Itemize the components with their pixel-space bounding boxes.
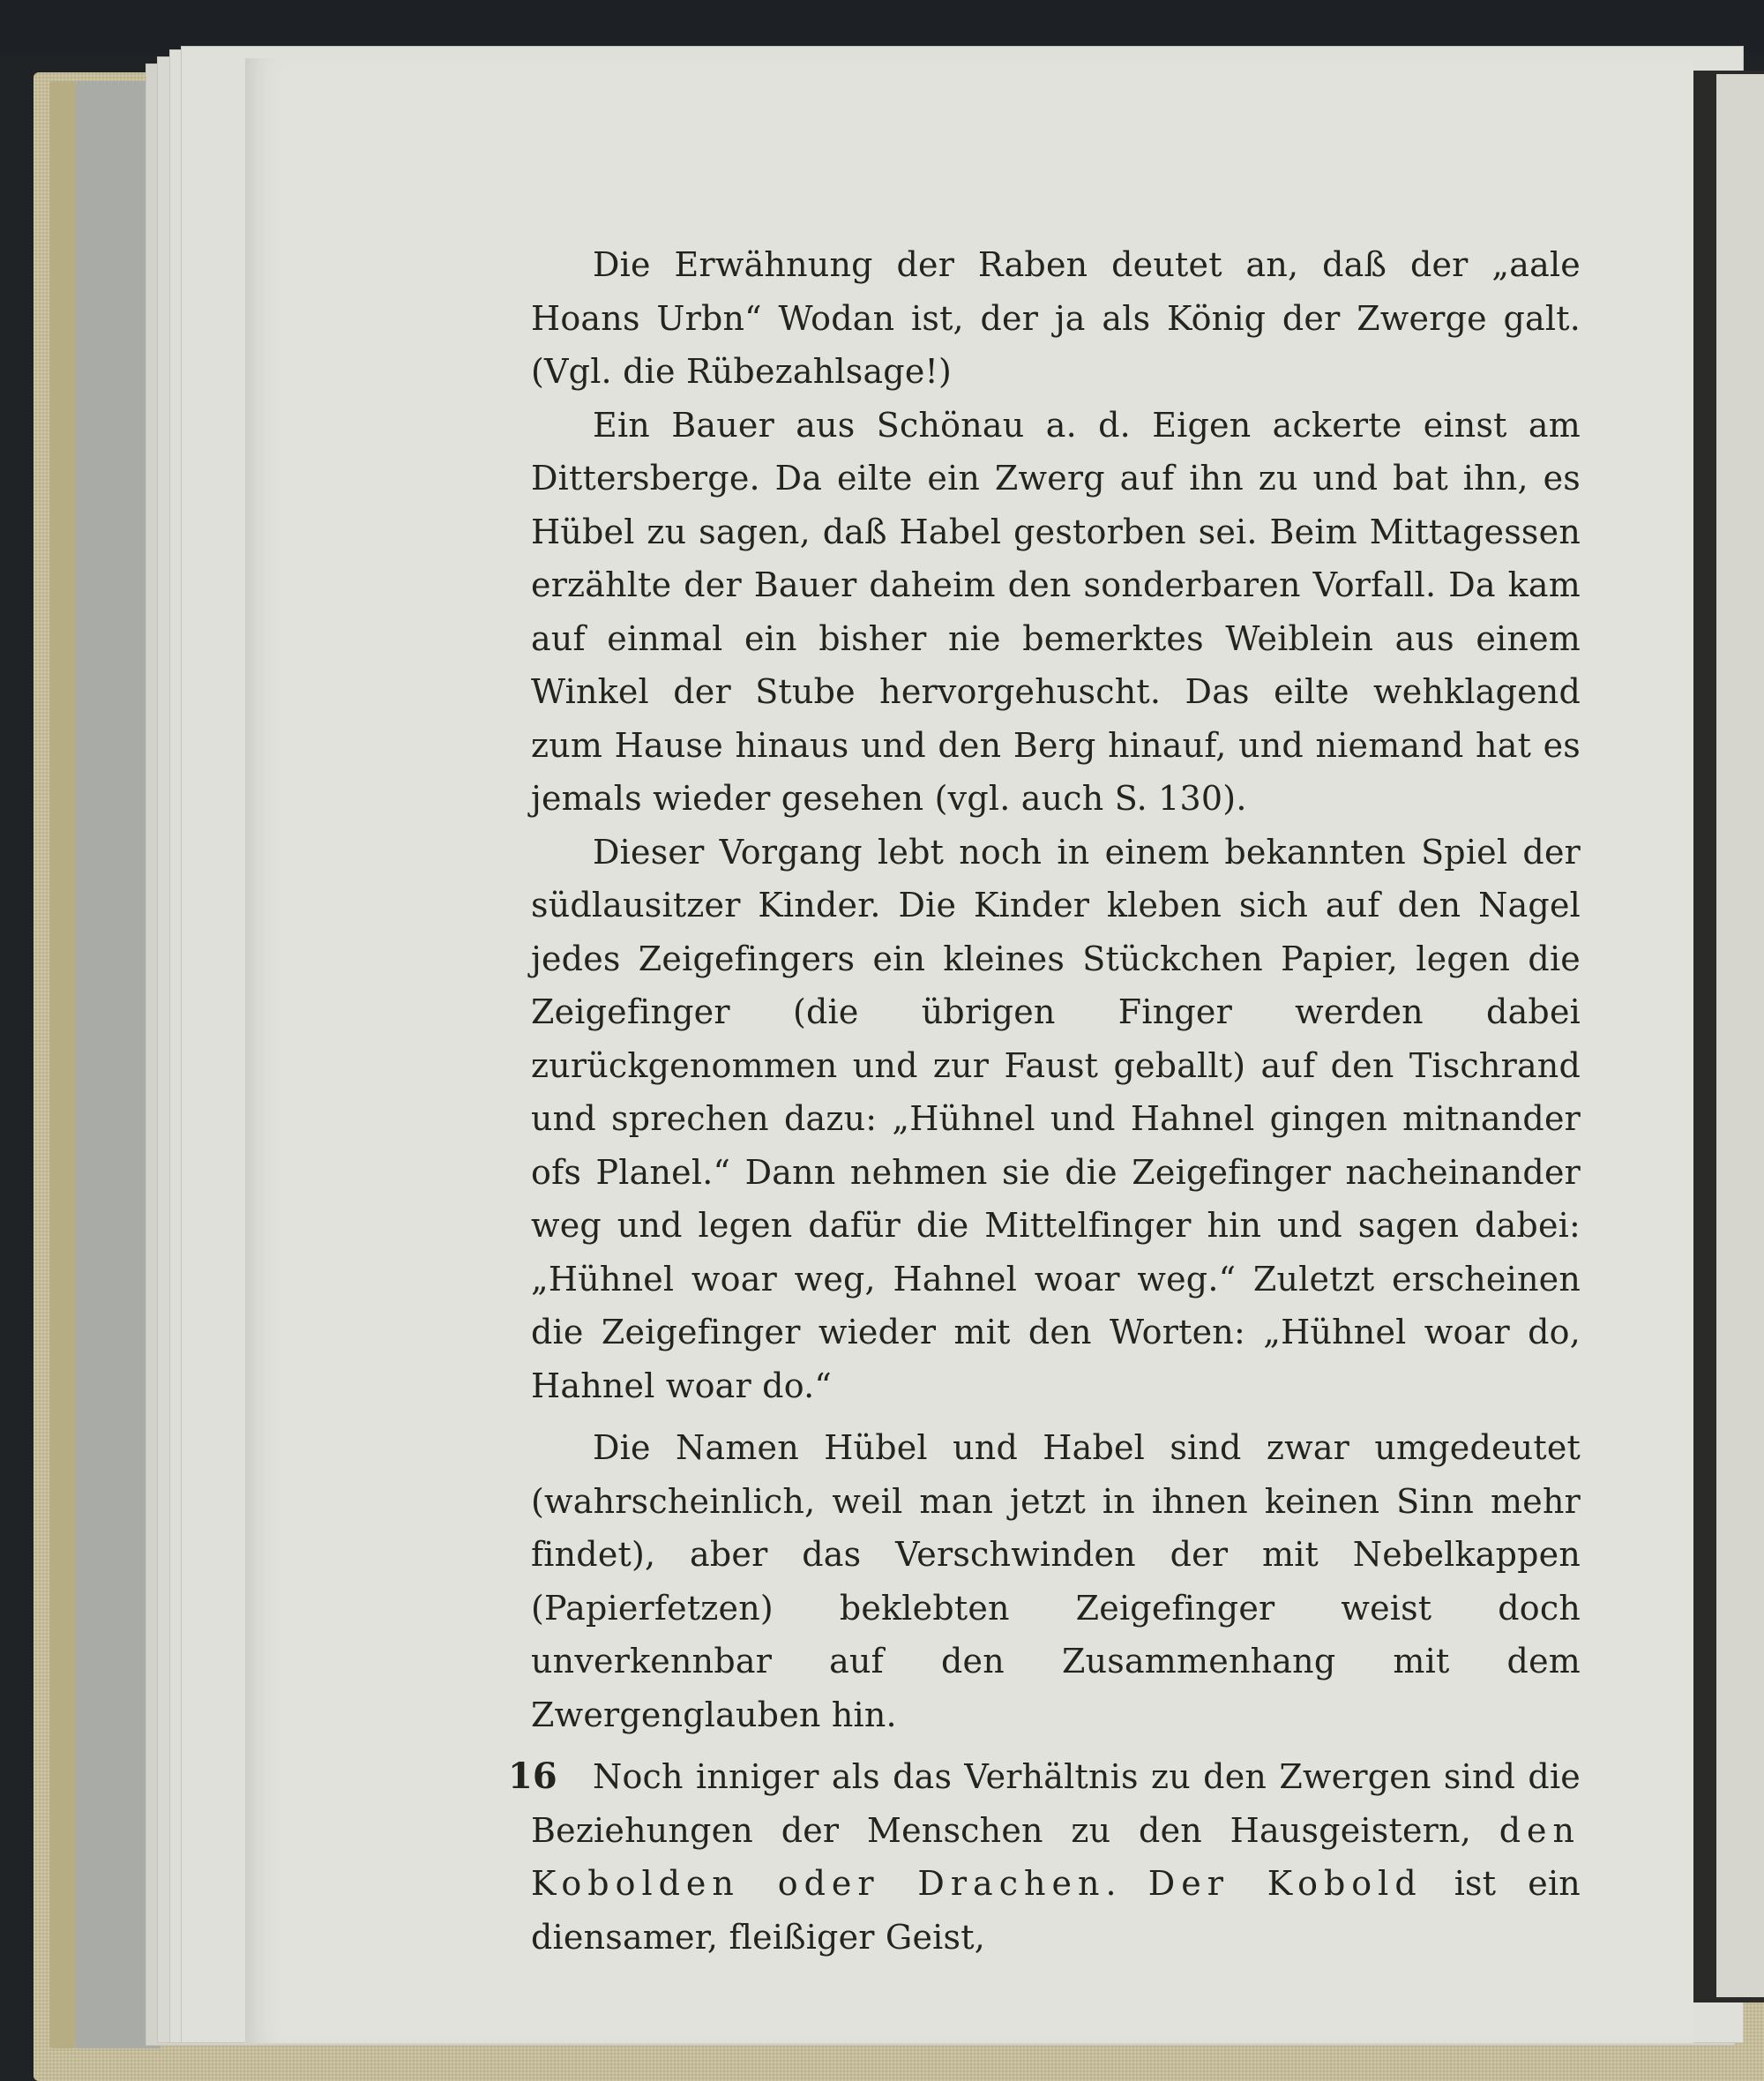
paragraph [531,1421,1581,1741]
emphasized-text: den Kobolden oder Drachen [531,1810,1581,1903]
paragraph-text: Ein Bauer aus Schönau a. d. Eigen ackerte einst am Dittersberge. Da eilte ein Zwerg auf ihn zu und bat ihn, es Hübel zu sagen, daß Habel gestorben sei. Beim Mittagessen erzählte der Bauer daheim den sonderbaren Vorfall. Da kam auf einmal ein bisher nie bemerktes Weiblein aus einem Winkel der Stube hervorgehuscht. Das eilte wehklagend zum Hause hinaus und den Berg hinauf, und niemand hat es jemals wieder gesehen (vgl. auch S. 130). [531,405,1581,818]
paragraph-text: Dieser Vorgang lebt noch in einem bekannten Spiel der südlausitzer Kinder. Die Kinder kleben sich auf den Nagel jedes Zeigefingers ein kleines Stückchen Papier, legen die Zeigefinger (die übrigen Finger werden dabei zurückgenommen und zur Faust geballt) auf den Tischrand und sprechen dazu: „Hühnel und Hahnel gingen mitnander ofs Planel.“ Dann nehmen sie die Zeigefinger nacheinander weg und legen dafür die Mittelfinger hin und sagen dabei: „Hühnel woar weg, Hahnel woar weg.“ Zuletzt erscheinen die Zeigefinger wieder mit den Worten: „Hühnel woar do, Hahnel woar do.“ [531,832,1581,1405]
page-number: 16 [508,1755,557,1797]
paragraph-text: ist ein diensamer, fleißiger Geist, [531,1864,1581,1957]
paragraph-text: Die Namen Hübel und Habel sind zwar umgedeutet (wahrscheinlich, weil man jetzt in ihnen keinen Sinn mehr findet), aber das Verschwinden der mit Nebelkappen (Papierfetzen) beklebten Zeigefinger weist doch unverkennbar auf den Zusammenhang mit dem Zwergenglauben hin. [531,1428,1581,1734]
facing-page-edge [1716,74,1764,1997]
paragraph-text: . [1105,1864,1148,1903]
emphasized-text: Der Kobold [1147,1864,1423,1903]
paragraph [531,238,1581,399]
paragraph-text: Die Erwähnung der Raben deutet an, daß der „aale Hoans Urbn“ Wodan ist, der ja als König der Zwerge galt. (Vgl. die Rübezahlsage!) [531,245,1581,391]
paragraph [531,399,1581,826]
body-text [531,238,1581,1964]
background-dark [0,0,1764,53]
paragraph [531,1750,1581,1964]
paragraph [531,826,1581,1413]
cover-edge [49,81,76,2048]
paragraph-text: Noch inniger als das Verhältnis zu den Zwergen sind die Beziehungen der Menschen zu den Hausgeistern, [531,1757,1581,1850]
